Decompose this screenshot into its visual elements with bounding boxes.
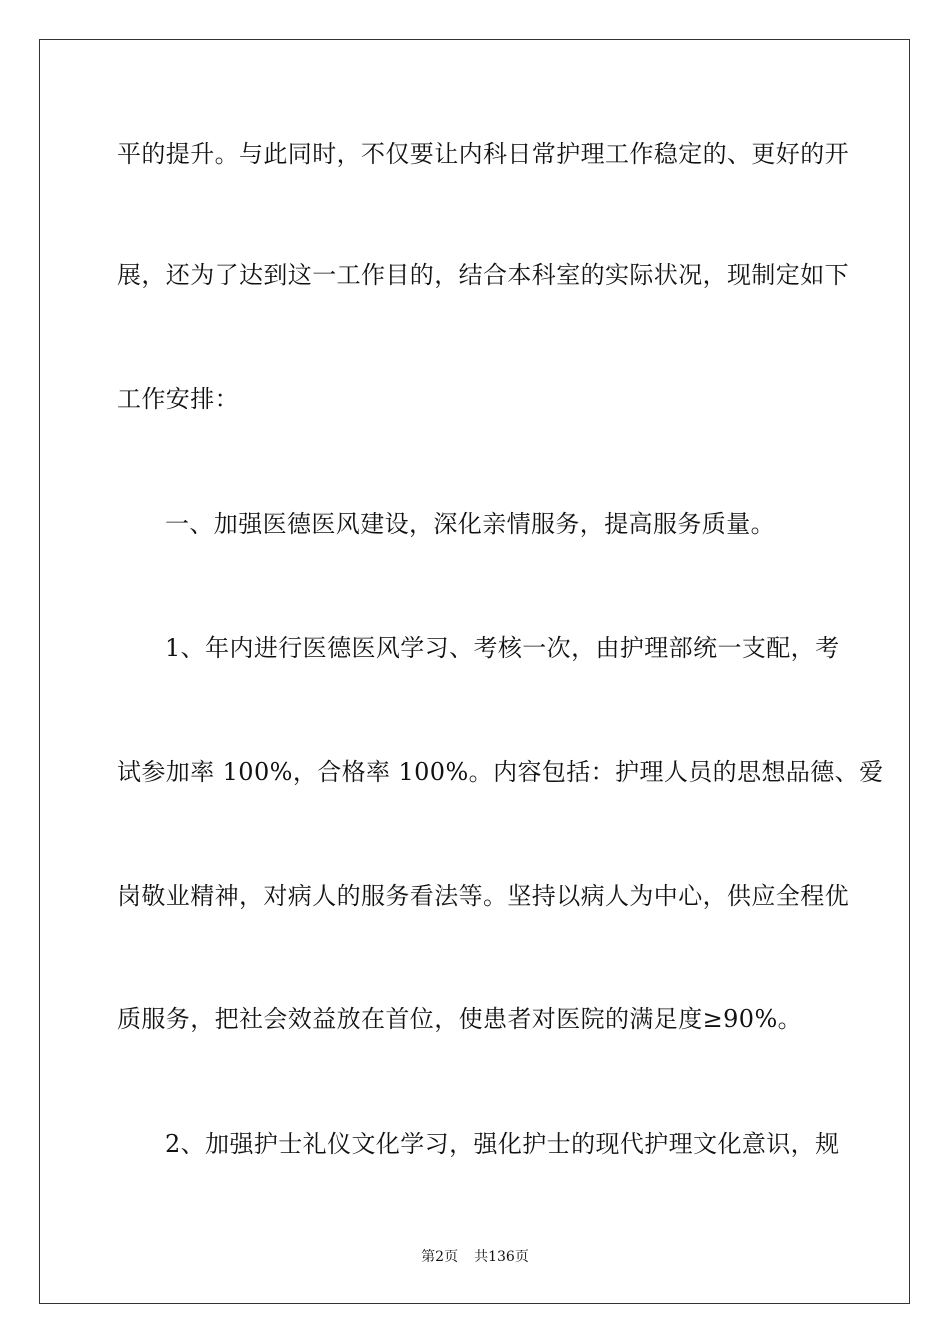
paragraph-line: 试参加率 100%，合格率 100%。内容包括：护理人员的思想品德、爱 — [117, 758, 884, 786]
page-border — [39, 39, 910, 1304]
paragraph-line: 工作安排： — [117, 385, 239, 413]
page-footer — [0, 1247, 950, 1267]
paragraph-line: 岗敬业精神，对病人的服务看法等。坚持以病人为中心，供应全程优 — [117, 882, 849, 910]
paragraph-line: 1、年内进行医德医风学习、考核一次，由护理部统一支配，考 — [165, 634, 840, 662]
section-heading: 一、加强医德医风建设，深化亲情服务，提高服务质量。 — [165, 510, 775, 538]
paragraph-line: 质服务，把社会效益放在首位，使患者对医院的满足度≥90%。 — [117, 1005, 803, 1033]
page-number: 第2页 — [421, 1249, 459, 1265]
page-total: 共136页 — [474, 1249, 529, 1265]
paragraph-line: 展，还为了达到这一工作目的，结合本科室的实际状况，现制定如下 — [117, 261, 849, 289]
paragraph-line: 2、加强护士礼仪文化学习，强化护士的现代护理文化意识，规 — [165, 1130, 840, 1158]
paragraph-line: 平的提升。与此同时，不仅要让内科日常护理工作稳定的、更好的开 — [117, 140, 849, 168]
